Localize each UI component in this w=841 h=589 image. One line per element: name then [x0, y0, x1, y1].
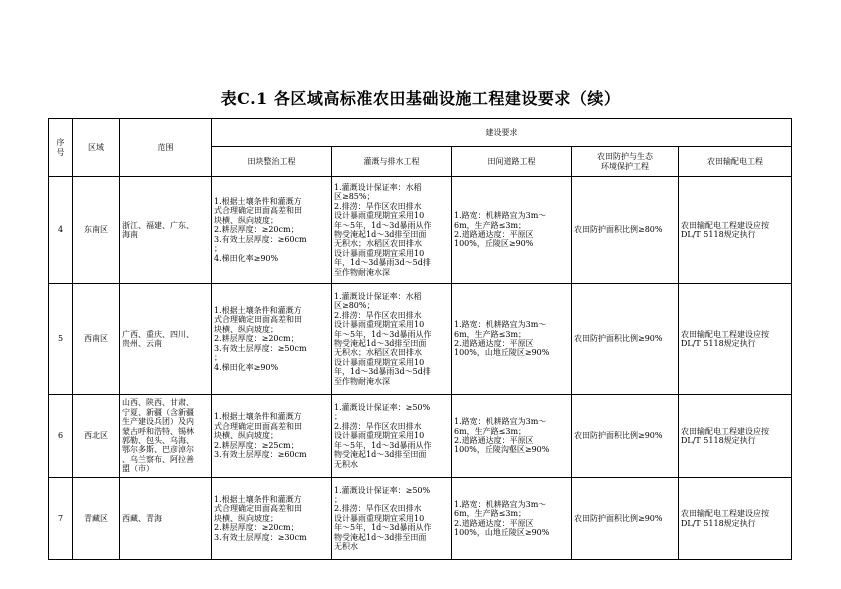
- row-power: 农田输配电工程建设应按 DL/T 5118规定执行: [679, 395, 792, 478]
- row-region: 西北区: [73, 395, 120, 478]
- header-land: 田块整治工程: [212, 147, 332, 177]
- row-protection: 农田防护面积比例≥80%: [572, 177, 679, 284]
- row-power: 农田输配电工程建设应按 DL/T 5118规定执行: [679, 284, 792, 395]
- row-irrigation: 1.灌溉设计保证率：水稻 区≥85%； 2.排涝：旱作区农田排水 设计暴雨重现期宜采用10 年～5年，1d～3d暴雨从作 物受淹起1d～3d排至田面 无积水；水稻区农田排水 设计暴雨重现期宜采用10 年，1d～3d暴雨3d～5d排 至作物耐淹水深: [332, 177, 452, 284]
- table-row: [49, 395, 792, 478]
- row-seq: 7: [49, 478, 73, 560]
- row-land: 1.根据土壤条件和灌溉方 式合理确定田面高差和田 块横、纵向坡度； 2.耕层厚度：≥25cm； 3.有效土层厚度：≥60cm: [212, 395, 332, 478]
- row-irrigation: 1.灌溉设计保证率：≥50% ； 2.排涝：旱作区农田排水 设计暴雨重现期宜采用10 年～5年，1d～3d暴雨从作 物受淹起1d～3d排至田面 无积水: [332, 478, 452, 560]
- row-irrigation: 1.灌溉设计保证率：≥50% ； 2.排涝：旱作区农田排水 设计暴雨重现期宜采用10 年～5年，1d～3d暴雨从作 物受淹起1d～3d排至田面 无积水: [332, 395, 452, 478]
- row-region: 西南区: [73, 284, 120, 395]
- row-irrigation: 1.灌溉设计保证率：水稻 区≥80%； 2.排涝：旱作区农田排水 设计暴雨重现期宜采用10 年～5年，1d～3d暴雨从作 物受淹起1d～3d排至田面 无积水；水稻区农田排水 设计暴雨重现期宜采用10 年，1d～3d暴雨3d～5d排 至作物耐淹水深: [332, 284, 452, 395]
- row-scope: 浙江、福建、广东、 海南: [120, 177, 212, 284]
- header-power: 农田输配电工程: [679, 147, 792, 177]
- table-row: [49, 478, 792, 560]
- row-road: 1.路宽：机耕路宜为3m～ 6m，生产路≤3m； 2.道路通达度：平原区 100%，山地丘陵区≥90%: [452, 478, 572, 560]
- header-row-1: [49, 119, 792, 147]
- table-row: [49, 284, 792, 395]
- row-land: 1.根据土壤条件和灌溉方 式合理确定田面高差和田 块横、纵向坡度； 2.耕层厚度：≥20cm； 3.有效土层厚度：≥50cm ； 4.梯田化率≥90%: [212, 284, 332, 395]
- row-land: 1.根据土壤条件和灌溉方 式合理确定田面高差和田 块横、纵向坡度； 2.耕层厚度：≥20cm； 3.有效土层厚度：≥60cm ； 4.梯田化率≥90%: [212, 177, 332, 284]
- row-road: 1.路宽：机耕路宜为3m～ 6m，生产路≤3m； 2.道路通达度：平原区 100%，丘陵沟壑区≥90%: [452, 395, 572, 478]
- row-seq: 5: [49, 284, 73, 395]
- row-region: 东南区: [73, 177, 120, 284]
- row-land: 1.根据土壤条件和灌溉方 式合理确定田面高差和田 块横、纵向坡度； 2.耕层厚度：≥20cm； 3.有效土层厚度：≥30cm: [212, 478, 332, 560]
- header-seq: 序 号: [49, 119, 73, 177]
- header-protection: 农田防护与生态 环境保护工程: [572, 147, 679, 177]
- row-scope: 西藏、青海: [120, 478, 212, 560]
- row-scope: 广西、重庆、四川、 贵州、云南: [120, 284, 212, 395]
- row-road: 1.路宽：机耕路宜为3m～ 6m，生产路≤3m； 2.道路通达度：平原区 100%，丘陵区≥90%: [452, 177, 572, 284]
- row-seq: 6: [49, 395, 73, 478]
- row-scope: 山西、陕西、甘肃、 宁夏、新疆（含新疆 生产建设兵团）及内 蒙古呼和浩特、锡林 郭勒、包头、乌海、 鄂尔多斯、巴彦淖尔 、乌兰察布、阿拉善 盟（市）: [120, 395, 212, 478]
- header-scope: 范围: [120, 119, 212, 177]
- table-row: [49, 177, 792, 284]
- row-power: 农田输配电工程建设应按 DL/T 5118规定执行: [679, 478, 792, 560]
- row-protection: 农田防护面积比例≥90%: [572, 395, 679, 478]
- row-protection: 农田防护面积比例≥90%: [572, 478, 679, 560]
- table-title: 表C.1 各区域高标准农田基础设施工程建设要求（续）: [220, 89, 621, 108]
- header-region: 区域: [73, 119, 120, 177]
- row-protection: 农田防护面积比例≥90%: [572, 284, 679, 395]
- header-irrigation: 灌溉与排水工程: [332, 147, 452, 177]
- header-road: 田间道路工程: [452, 147, 572, 177]
- header-requirements: 建设要求: [212, 119, 792, 147]
- row-power: 农田输配电工程建设应按 DL/T 5118规定执行: [679, 177, 792, 284]
- requirements-table: [48, 118, 792, 560]
- row-region: 青藏区: [73, 478, 120, 560]
- row-seq: 4: [49, 177, 73, 284]
- row-road: 1.路宽：机耕路宜为3m～ 6m，生产路≤3m； 2.道路通达度：平原区 100%，山地丘陵区≥90%: [452, 284, 572, 395]
